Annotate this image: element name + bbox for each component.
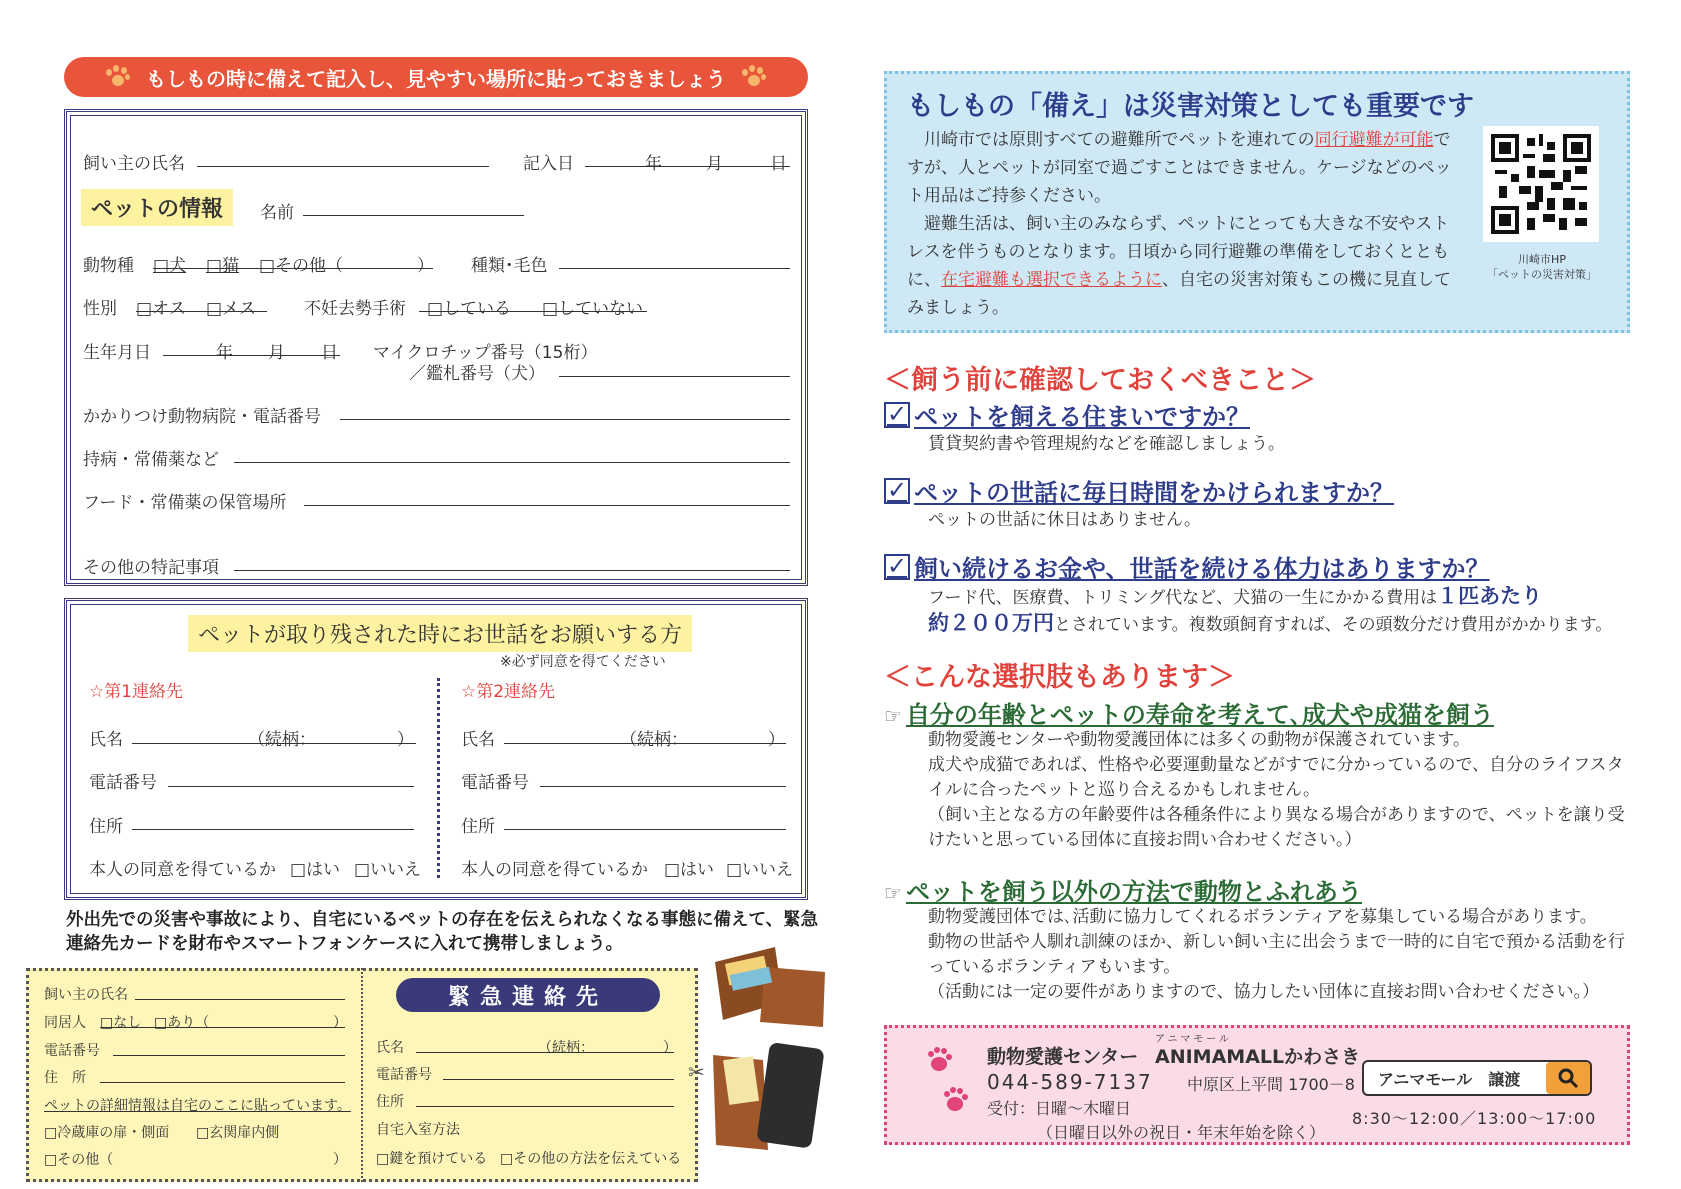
qr-code[interactable]	[1483, 126, 1599, 242]
contact2-phone-field[interactable]	[540, 786, 786, 787]
birth-day-label: 日	[321, 343, 338, 363]
contact1-name-label: 氏名	[89, 730, 123, 750]
footer-hours: 8:30～12:00／13:00～17:00	[1352, 1109, 1597, 1128]
search-box[interactable]	[1362, 1060, 1592, 1096]
card-address-label: 住 所	[44, 1070, 86, 1086]
pet-info-heading: ペットの情報	[81, 189, 233, 226]
choice-2-title: ペットを飼う以外の方法で動物とふれあう	[905, 878, 1362, 906]
card-relation-close: ）	[663, 1040, 677, 1056]
contact2-yes-checkbox[interactable]: □はい	[664, 860, 715, 880]
contact2-consent-label: 本人の同意を得ているか	[461, 860, 648, 880]
contact2-no-checkbox[interactable]: □いいえ	[726, 860, 794, 880]
choice-1-text-2: 成犬や成猫であれば、性格や必要運動量などがすでに分かっているので、自分のライフスタイルに合ったペットと巡り合えるかもしれません。	[928, 755, 1624, 800]
entry-date-field[interactable]	[585, 166, 790, 167]
caretaker-heading: ペットが取り残された時にお世話をお願いする方	[188, 615, 692, 652]
banner-text: もしもの時に備えて記入し、見やすい場所に貼っておきましょう	[146, 66, 726, 91]
info-p1c: ですが、人とペットが同室で過ごすことはできません。ケージなどのペット用品はご持参ください。	[907, 130, 1452, 206]
footer-address: 中原区上平間 1700－8	[1187, 1075, 1355, 1094]
vet-field[interactable]	[340, 419, 790, 420]
disaster-info-box	[884, 71, 1630, 333]
contact2-relation-close: ）	[768, 730, 785, 750]
choice-2-body	[928, 905, 1633, 1005]
neuter-underline	[419, 311, 647, 312]
answer-3b: １匹あたり	[1437, 584, 1543, 608]
species-underline	[153, 268, 433, 269]
other-close: ）	[417, 256, 434, 276]
choice-1-title: 自分の年齢とペットの寿命を考えて､成犬や成猫を飼う	[905, 701, 1494, 729]
before-heading: ＜飼う前に確認しておくべきこと＞	[884, 365, 1316, 396]
qr-caption-2: 「ペットの災害対策」	[1487, 268, 1597, 281]
checkmark-icon: ✓	[884, 554, 910, 580]
info-p2a: 避難生活は、飼い主のみならず、ペットにとっても大きな不安やストレスを伴うものとなります。日頃から同行避難の準備をしておくとともに、	[907, 214, 1450, 290]
consent-note: ※必ず同意を得てください	[500, 654, 666, 670]
answer-2: ペットの世話に休日はありません。	[928, 510, 1202, 530]
card-door-checkbox[interactable]: □玄関扉内側	[196, 1125, 280, 1141]
choice-1-text-3: （飼い主となる方の年齢要件は各種条件により異なる場合がありますので、ペットを譲り受けたいと思っている団体に直接お問い合わせください。）	[928, 805, 1625, 850]
card-title: 緊急連絡先	[396, 978, 660, 1012]
contact1-phone-field[interactable]	[168, 786, 414, 787]
card-fold-line	[361, 968, 363, 1182]
info-body	[907, 126, 1457, 322]
checkmark-icon: ✓	[884, 478, 910, 504]
card-owner-label: 飼い主の氏名	[44, 987, 128, 1003]
search-icon[interactable]	[1546, 1062, 1590, 1094]
info-title: もしもの「備え」は災害対策としても重要です	[907, 91, 1474, 122]
cat-checkbox[interactable]: □猫	[206, 256, 240, 276]
contact1-heading: ☆第1連絡先	[89, 682, 184, 702]
question-1-text: ペットを飼える住まいですか？	[914, 403, 1250, 431]
footer-except: （日曜日以外の祝日・年末年始を除く）	[1037, 1123, 1326, 1142]
qr-caption	[1467, 252, 1617, 282]
food-storage-label: フード・常備薬の保管場所	[83, 493, 287, 513]
food-storage-field[interactable]	[304, 505, 790, 506]
dog-tag-label: ／鑑札番号（犬）	[409, 364, 545, 384]
info-p1a: 川崎市では原則すべての避難所でペットを連れての	[907, 130, 1315, 150]
card-contact-address-label: 住所	[376, 1094, 404, 1110]
neuter-label: 不妊去勢手術	[304, 299, 406, 319]
microchip-label: マイクロチップ番号（15桁）	[373, 343, 598, 363]
contact2-address-label: 住所	[461, 817, 495, 837]
year-label: 年	[645, 154, 662, 174]
checkmark-icon: ✓	[884, 402, 910, 428]
search-text: アニマモール 譲渡	[1378, 1069, 1521, 1089]
notes-label: その他の特記事項	[83, 558, 219, 578]
breed-field[interactable]	[559, 268, 790, 269]
card-cohab-close: ）	[333, 1015, 347, 1031]
contact1-phone-label: 電話番号	[89, 773, 157, 793]
card-fridge-checkbox[interactable]: □冷蔵庫の扉・側面	[44, 1125, 170, 1141]
header-banner	[64, 57, 808, 97]
choice-1-text-1: 動物愛護センターや動物愛護団体には多くの動物が保護されています。	[928, 730, 1470, 750]
birthdate-field[interactable]	[163, 355, 340, 356]
paw-icon	[740, 65, 768, 89]
contact1-relation-label: （続柄：	[248, 730, 316, 750]
contact1-address-field[interactable]	[132, 829, 414, 830]
card-phone-label: 電話番号	[44, 1043, 100, 1059]
card-relation-label: （続柄：	[538, 1040, 594, 1056]
contact2-phone-label: 電話番号	[461, 773, 529, 793]
card-owner-field[interactable]	[135, 999, 345, 1000]
pointing-hand-icon: ☞	[884, 881, 902, 905]
owner-name-label: 飼い主の氏名	[83, 154, 185, 174]
illness-field[interactable]	[234, 462, 790, 463]
card-other-method-checkbox[interactable]: □その他の方法を伝えている	[500, 1151, 682, 1167]
choice-1	[884, 695, 1494, 730]
paw-prints-icon	[923, 1042, 973, 1122]
notes-field[interactable]	[234, 570, 790, 571]
card-cohab-has[interactable]: □あり（	[154, 1015, 210, 1031]
choice-2-text-3: （活動には一定の要件がありますので、協力したい団体に直接お問い合わせください。）	[928, 982, 1600, 1002]
contact2-heading: ☆第2連絡先	[461, 682, 556, 702]
microchip-field[interactable]	[559, 376, 790, 377]
card-entry-label: 自宅入室方法	[376, 1122, 460, 1138]
contact1-yes-checkbox[interactable]: □はい	[290, 860, 341, 880]
illness-label: 持病・常備薬など	[83, 450, 219, 470]
dog-checkbox[interactable]: □犬	[153, 256, 187, 276]
column-divider	[437, 678, 440, 878]
question-3-text: 飼い続けるお金や、世話を続ける体力はありますか？	[914, 555, 1490, 583]
card-other-close: ）	[333, 1152, 347, 1168]
neutered-checkbox[interactable]: □している	[427, 299, 512, 319]
contact1-consent-label: 本人の同意を得ているか	[89, 860, 276, 880]
scissors-icon: ✂	[688, 1060, 705, 1084]
other-species-checkbox[interactable]: □その他（	[259, 256, 344, 276]
center-info-footer	[884, 1025, 1630, 1145]
male-checkbox[interactable]: □オス	[136, 299, 186, 319]
entry-date-label: 記入日	[523, 154, 574, 174]
choice-2-text-2: 動物の世話や人馴れ訓練のほか、新しい飼い主に出会うまで一時的に自宅で預かる活動を行っているボランティアもいます。	[928, 932, 1625, 977]
choices-heading: ＜こんな選択肢もあります＞	[884, 662, 1235, 693]
card-phone-field[interactable]	[113, 1055, 345, 1056]
sex-underline	[136, 311, 267, 312]
card-contact-phone-field[interactable]	[443, 1079, 674, 1080]
footer-animall: ANIMAMALLかわさき	[1155, 1046, 1361, 1068]
footer-phone[interactable]: 044-589-7137	[987, 1070, 1153, 1094]
contact2-name-label: 氏名	[461, 730, 495, 750]
answer-3d: とされています。複数頭飼育すれば、その頭数分だけ費用がかかります。	[1054, 615, 1613, 635]
contact2-address-field[interactable]	[504, 829, 786, 830]
day-label: 日	[770, 154, 787, 174]
answer-1: 賃貸契約書や管理規約などを確認しましょう。	[928, 434, 1285, 454]
female-checkbox[interactable]: □メス	[206, 299, 257, 319]
month-label: 月	[706, 154, 723, 174]
question-3	[884, 549, 1490, 584]
question-2-text: ペットの世話に毎日時間をかけられますか？	[914, 479, 1394, 507]
species-label: 動物種	[83, 256, 134, 276]
footer-reception: 受付：日曜～木曜日	[987, 1099, 1132, 1118]
choice-2	[884, 872, 1362, 907]
birth-year-label: 年	[216, 343, 233, 363]
question-1	[884, 397, 1250, 432]
carry-card-text: 外出先での災害や事故により、自宅にいるペットの存在を伝えられなくなる事態に備えて、緊急連絡先カードを財布やスマートフォンケースに入れて携帯しましょう。	[66, 910, 819, 954]
footer-ruby: アニマモール	[1155, 1034, 1232, 1045]
question-2	[884, 473, 1394, 508]
choice-2-text-1: 動物愛護団体では､活動に協力してくれるボランティアを募集している場合があります。	[928, 907, 1597, 927]
card-cohab-none[interactable]: □なし	[100, 1015, 142, 1031]
birth-month-label: 月	[268, 343, 285, 363]
pet-name-label: 名前	[260, 203, 294, 223]
card-address-field[interactable]	[100, 1082, 345, 1083]
vet-label: かかりつけ動物病院・電話番号	[83, 407, 321, 427]
paw-icon	[104, 65, 132, 89]
answer-3c: 約２００万円	[928, 611, 1054, 635]
card-contact-address-field[interactable]	[416, 1106, 674, 1107]
info-p1b: 同行避難が可能	[1314, 130, 1434, 150]
sex-label: 性別	[83, 299, 117, 319]
wallet-icon	[705, 942, 835, 1032]
contact1-address-label: 住所	[89, 817, 123, 837]
card-other-checkbox[interactable]: □その他（	[44, 1152, 114, 1168]
pet-name-field[interactable]	[303, 215, 524, 216]
footer-center-name: 動物愛護センター	[987, 1046, 1139, 1068]
qr-caption-1: 川崎市HP	[1518, 253, 1566, 266]
breed-label: 種類･毛色	[471, 256, 548, 276]
phone-case-icon	[708, 1040, 828, 1160]
contact1-relation-close: ）	[397, 730, 414, 750]
answer-3a: フード代、医療費、トリミング代など、犬猫の一生にかかる費用は	[928, 588, 1438, 608]
card-contact-phone-label: 電話番号	[376, 1067, 432, 1083]
not-neutered-checkbox[interactable]: □していない	[542, 299, 644, 319]
contact2-relation-label: （続柄：	[620, 730, 688, 750]
answer-3	[928, 584, 1633, 638]
card-cohab-underline	[100, 1027, 345, 1028]
contact1-no-checkbox[interactable]: □いいえ	[354, 860, 422, 880]
card-cohab-label: 同居人	[44, 1015, 86, 1031]
choice-1-body	[928, 728, 1633, 853]
owner-name-field[interactable]	[197, 166, 489, 167]
pointing-hand-icon: ☞	[884, 704, 902, 728]
info-p2b: 在宅避難も選択できるように	[941, 270, 1162, 290]
card-detail-note: ペットの詳細情報は自宅のここに貼っています。	[44, 1098, 351, 1114]
birthdate-label: 生年月日	[83, 343, 151, 363]
info-p2c: 、自宅の災害対策もこの機に見直してみましょう。	[907, 270, 1451, 318]
card-key-checkbox[interactable]: □鍵を預けている	[376, 1151, 488, 1167]
card-contact-name-label: 氏名	[376, 1040, 404, 1056]
